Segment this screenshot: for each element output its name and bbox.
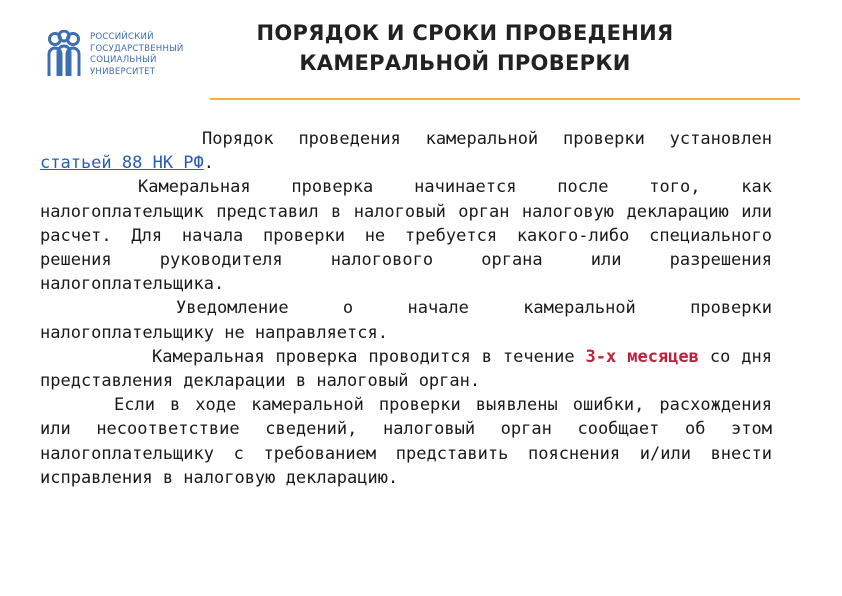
paragraph-procedure [40, 127, 772, 175]
logo-line: УНИВЕРСИТЕТ [90, 66, 156, 77]
paragraph-text: Камеральная проверка проводится в течение [152, 346, 586, 367]
paragraph-text: . [203, 153, 215, 174]
paragraph-text: Порядок проведения камеральной проверки установлен [202, 129, 772, 149]
paragraph-duration [40, 345, 772, 393]
slide-title-line-1: ПОРЯДОК И СРОКИ ПРОВЕДЕНИЯ [256, 21, 674, 45]
paragraph-errors: Если в ходе камеральной проверки выявлены ошибки, расхождения или несоответствие сведений, налоговый орган сообщает об этом налогоплательщику с требованием представить пояснения и/или внести исправления в налоговую декларацию. [40, 395, 772, 488]
logo-line: ГОСУДАРСТВЕННЫЙ [90, 43, 184, 54]
paragraph-text: со дня представления декларации в налоговый орган. [40, 346, 772, 392]
university-logo [46, 30, 206, 82]
paragraph-notification: Уведомление о начале камеральной проверки налогоплательщику не направляется. [40, 298, 772, 343]
slide-title-line-2: КАМЕРАЛЬНОЙ ПРОВЕРКИ [299, 51, 631, 75]
logo-line: РОССИЙСКИЙ [90, 32, 154, 42]
logo-line: СОЦИАЛЬНЫЙ [90, 55, 157, 66]
paragraph-start: Камеральная проверка начинается после того, как налогоплательщик представил в налоговый орган налоговую декларацию или расчет. Для начала проверки не требуется какого-либо специального решения руководителя налогового органа или разрешения налогоплательщика. [40, 177, 772, 295]
article-88-link[interactable]: статьей 88 НК РФ [40, 153, 204, 174]
duration-highlight: 3-х месяцев [585, 346, 699, 367]
slide-body [40, 127, 772, 490]
logo-text [90, 32, 184, 78]
people-logo-icon [46, 30, 82, 80]
slide-title [200, 18, 730, 78]
title-divider [210, 98, 800, 100]
